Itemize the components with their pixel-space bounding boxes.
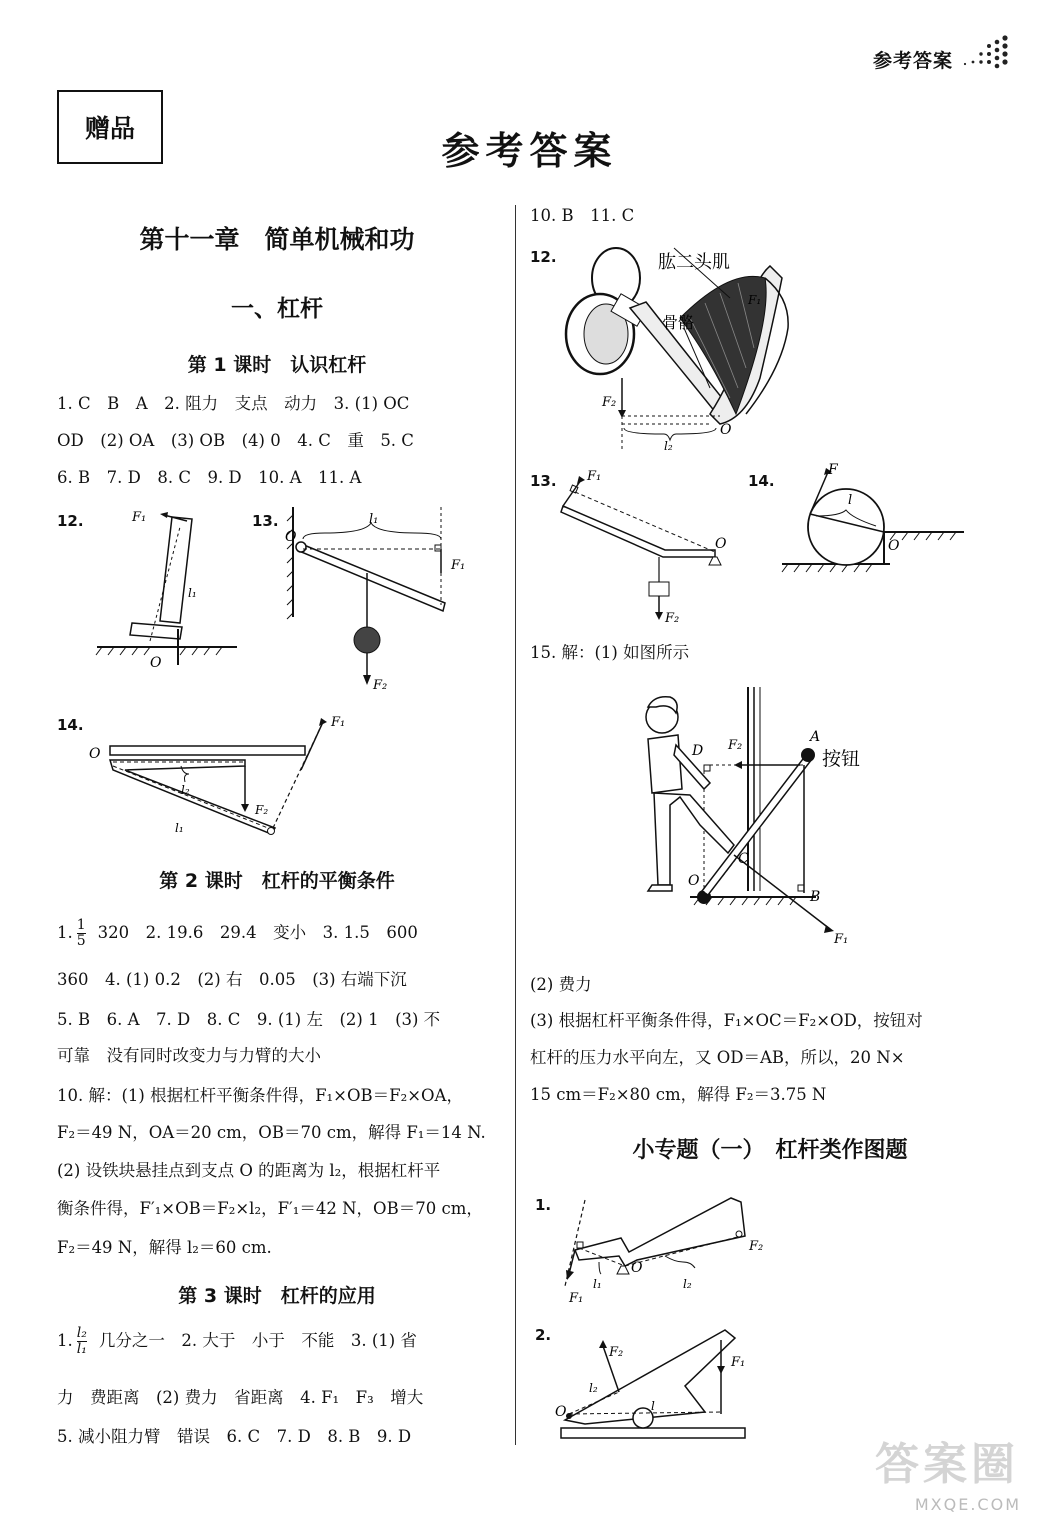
label-f1: F₁ <box>731 1355 746 1370</box>
question-number: 13. <box>252 512 279 530</box>
question-number: 1. <box>57 922 73 942</box>
watermark-logo: 答案圈 <box>875 1439 1019 1490</box>
label-f1: F₁ <box>587 469 602 484</box>
answer-line: (3) 根据杠杆平衡条件得，F₁×OC＝F₂×OD，按钮对 <box>530 1011 923 1030</box>
label-l: l <box>848 493 853 508</box>
label-c: C <box>738 851 749 867</box>
watermark-text: MXQE.COM <box>914 1495 1021 1514</box>
answer-line: 5. 减小阻力臂 错误 6. C 7. D 8. B 9. D <box>57 1427 412 1446</box>
answer-line: 杠杆的压力水平向左，又 OD＝AB，所以，20 N× <box>530 1048 905 1067</box>
answer-line: 360 4. (1) 0.2 (2) 右 0.05 (3) 右端下沉 <box>57 970 407 989</box>
label-f2: F₂ <box>373 678 388 693</box>
label-f1: F₁ <box>834 932 849 947</box>
lever-diagram-hammer <box>92 505 242 675</box>
label-l: l <box>651 1399 655 1413</box>
lever-diagram-bent <box>555 462 740 632</box>
header-dots-icon <box>957 34 1011 70</box>
question-number: 12. <box>57 512 84 530</box>
fraction-numerator: l₂ <box>76 1325 87 1341</box>
label-f2: F₂ <box>665 611 680 626</box>
fraction-denominator: 5 <box>76 932 86 949</box>
fraction-denominator: l₁ <box>76 1340 87 1357</box>
label-l2: l₂ <box>664 439 673 453</box>
label-biceps: 肱二头肌 <box>658 252 730 273</box>
label-f: F <box>828 462 838 478</box>
answer-text: 320 2. 19.6 29.4 变小 3. 1.5 600 <box>97 922 418 942</box>
label-f1: F₁ <box>331 715 346 730</box>
lever-diagram-wall <box>285 505 485 695</box>
lesson-heading-3: 第 3 课时 杠杆的应用 <box>178 1285 376 1307</box>
lever-diagram-crank <box>85 710 365 840</box>
fraction <box>77 1326 87 1356</box>
gift-label: 赠品 <box>57 90 163 164</box>
label-o: O <box>89 746 101 762</box>
topic-diagram-1 <box>555 1190 785 1310</box>
fraction-numerator: 1 <box>76 917 86 933</box>
label-a: A <box>810 729 821 745</box>
label-o: O <box>555 1404 567 1420</box>
wheel-step-diagram <box>780 460 970 580</box>
fraction <box>77 918 86 948</box>
label-d: D <box>692 743 704 759</box>
column-divider <box>515 205 516 1445</box>
label-l1: l₁ <box>175 821 184 835</box>
label-o: O <box>631 1260 643 1276</box>
label-f2: F₂ <box>728 738 743 753</box>
topic-heading: 小专题（一） 杠杆类作图题 <box>632 1138 908 1163</box>
question-number: 14. <box>748 472 775 490</box>
topic-diagram-2 <box>555 1316 755 1451</box>
answer-line: OD (2) OA (3) OB (4) 0 4. C 重 5. C <box>57 431 414 450</box>
answer-line: (2) 费力 <box>530 975 592 994</box>
label-l2: l₂ <box>181 783 190 797</box>
label-l2: l₂ <box>589 1381 598 1395</box>
answer-line: 5. B 6. A 7. D 8. C 9. (1) 左 (2) 1 (3) 不 <box>57 1010 441 1029</box>
answer-text: 几分之一 2. 大于 小于 不能 3. (1) 省 <box>98 1330 417 1350</box>
label-f1: F₁ <box>748 293 762 307</box>
chapter-heading: 第十一章 简单机械和功 <box>139 225 415 254</box>
answer-line: 6. B 7. D 8. C 9. D 10. A 11. A <box>57 468 362 487</box>
answer-line: F₂＝49 N，OA＝20 cm，OB＝70 cm，解得 F₁＝14 N. <box>57 1123 486 1142</box>
section-heading: 一、杠杆 <box>231 296 323 322</box>
label-f1: F₁ <box>132 510 147 525</box>
lesson-heading-1: 第 1 课时 认识杠杆 <box>187 354 367 376</box>
label-f1: F₁ <box>451 558 466 573</box>
label-o: O <box>150 655 162 671</box>
label-l1: l₁ <box>188 586 197 600</box>
question-number: 1. <box>57 1330 73 1350</box>
label-o: O <box>888 538 900 554</box>
answer-line: 15. 解：(1) 如图所示 <box>530 643 690 662</box>
label-f1: F₁ <box>569 1291 584 1306</box>
question-number: 1. <box>535 1196 552 1214</box>
label-l1: l₁ <box>369 512 379 527</box>
arm-lever-diagram <box>560 238 810 453</box>
label-o: O <box>720 422 732 438</box>
label-button: 按钮 <box>822 748 861 770</box>
question-number: 12. <box>530 248 557 266</box>
answer-line: 15 cm＝F₂×80 cm，解得 F₂＝3.75 N <box>530 1085 827 1104</box>
question-number: 13. <box>530 472 557 490</box>
label-f2: F₂ <box>749 1239 764 1254</box>
page-title: 参考答案 <box>441 129 618 173</box>
running-header: 参考答案 <box>872 50 953 72</box>
answer-line <box>57 918 418 948</box>
label-o: O <box>688 873 700 889</box>
button-lever-diagram <box>630 685 870 950</box>
label-b: B <box>810 889 821 905</box>
answer-line: 10. 解：(1) 根据杠杆平衡条件得，F₁×OB＝F₂×OA， <box>57 1086 463 1105</box>
label-f2: F₂ <box>602 395 617 410</box>
answer-line: 1. C B A 2. 阻力 支点 动力 3. (1) OC <box>57 394 410 413</box>
label-l1: l₁ <box>593 1277 602 1291</box>
answer-line: 10. B 11. C <box>530 206 635 225</box>
answer-line: F₂＝49 N，解得 l₂＝60 cm. <box>57 1238 272 1257</box>
answer-line: 力 费距离 (2) 费力 省距离 4. F₁ F₃ 增大 <box>57 1388 424 1407</box>
question-number: 14. <box>57 716 84 734</box>
label-o: O <box>285 529 297 545</box>
label-o: O <box>715 536 727 552</box>
answer-line: 可靠 没有同时改变力与力臂的大小 <box>57 1046 321 1065</box>
label-bone: 骨骼 <box>662 313 695 332</box>
answer-line: 衡条件得，F′₁×OB＝F₂×l₂，F′₁＝42 N，OB＝70 cm， <box>57 1199 483 1218</box>
label-l2: l₂ <box>683 1277 692 1291</box>
question-number: 2. <box>535 1326 552 1344</box>
lesson-heading-2: 第 2 课时 杠杆的平衡条件 <box>159 870 395 892</box>
answer-line: (2) 设铁块悬挂点到支点 O 的距离为 l₂，根据杠杆平 <box>57 1161 441 1180</box>
label-f2: F₂ <box>609 1345 624 1360</box>
label-f2: F₂ <box>255 803 269 817</box>
answer-line <box>57 1326 417 1356</box>
